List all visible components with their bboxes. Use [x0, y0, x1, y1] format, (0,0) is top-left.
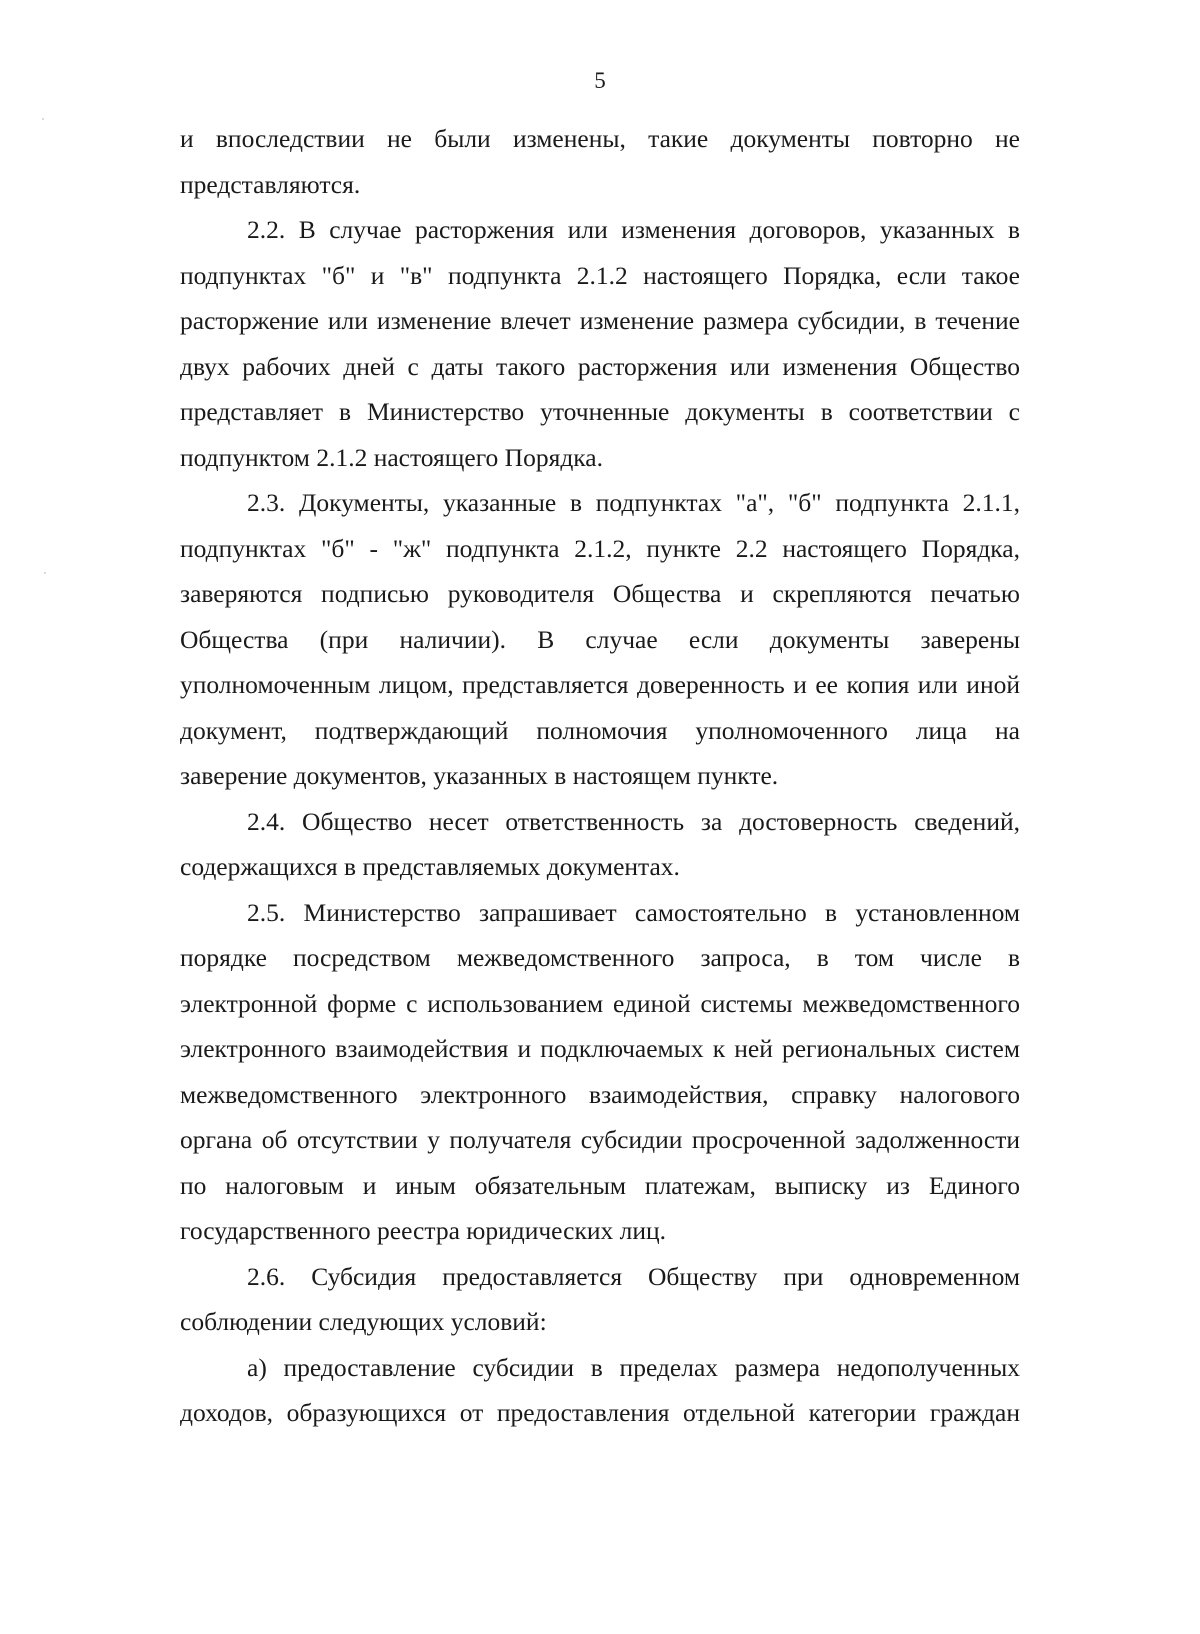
paragraph-subitem-a: а) предоставление субсидии в пределах размера недополученных доходов, образующихся от предоставления отдельной категории граждан [180, 1352, 1020, 1427]
paragraph-continuation: и впоследствии не были изменены, такие документы повторно не представляются. [180, 124, 1020, 199]
page-number: 5 [594, 68, 606, 93]
paragraph-2-5: 2.5. Министерство запрашивает самостоятельно в установленном порядке посредством межведомственного запроса, в том числе в электронной форме с использованием единой системы межведомственного электронного взаимодействия и подключаемых к ней региональных систем межведомственного электронного взаимодействия, справку налогового органа об отсутствии у получателя субсидии просроченной задолженности по налоговым и иным обязательным платежам, выписку из Единого государственного реестра юридических лиц. [180, 897, 1020, 1245]
paragraph-2-4: 2.4. Общество несет ответственность за достоверность сведений, содержащихся в представляемых документах. [180, 806, 1020, 881]
document-body [180, 116, 1020, 1436]
paragraph-2-2: 2.2. В случае расторжения или изменения договоров, указанных в подпунктах "б" и "в" подпункта 2.1.2 настоящего Порядка, если такое расторжение или изменение влечет изменение размера субсидии, в течение двух рабочих дней с даты такого расторжения или изменения Общество представляет в Министерство уточненные документы в соответствии с подпунктом 2.1.2 настоящего Порядка. [180, 215, 1020, 472]
scan-speck [42, 118, 44, 120]
paragraph-2-3: 2.3. Документы, указанные в подпунктах "а", "б" подпункта 2.1.1, подпунктах "б" - "ж" подпункта 2.1.2, пункте 2.2 настоящего Порядка, заверяются подписью руководителя Общества и скрепляются печатью Общества (при наличии). В случае если документы заверены уполномоченным лицом, представляется доверенность и ее копия или иной документ, подтверждающий полномочия уполномоченного лица на заверение документов, указанных в настоящем пункте. [180, 488, 1020, 790]
paragraph-2-6: 2.6. Субсидия предоставляется Обществу при одновременном соблюдении следующих условий: [180, 1261, 1020, 1336]
scan-speck [44, 572, 46, 574]
